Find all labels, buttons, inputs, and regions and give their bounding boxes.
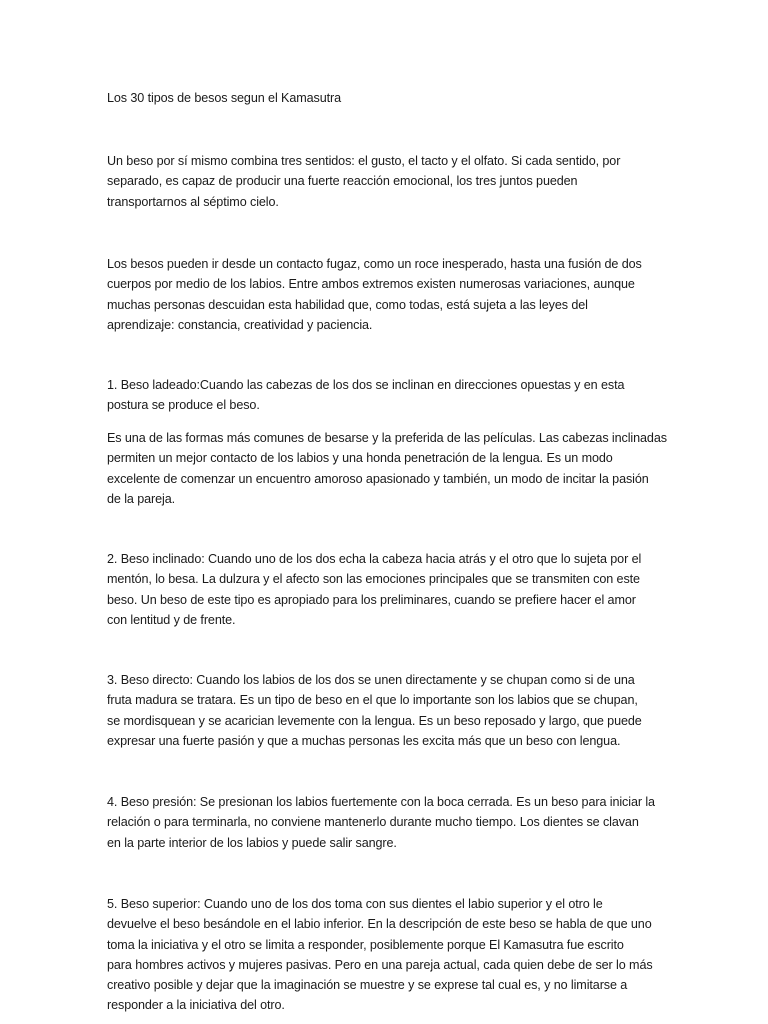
paragraph-beso-presion: 4. Beso presión: Se presionan los labios fuertemente con la boca cerrada. Es un beso para iniciar la relación o para terminarla, no conviene mantenerlo durante mucho tiempo. Los dientes se clavan en la parte interior de los labios y puede salir sangre. <box>107 795 655 850</box>
paragraph-beso-inclinado: 2. Beso inclinado: Cuando uno de los dos echa la cabeza hacia atrás y el otro que lo sujeta por el mentón, lo besa. La dulzura y el afecto son las emociones principales que se transmiten con este beso. Un beso de este tipo es apropiado para los preliminares, cuando se prefiere hacer el amor con lentitud y de frente. <box>107 552 642 627</box>
document-title: Los 30 tipos de besos segun el Kamasutra <box>107 91 342 105</box>
paragraph-beso-ladeado: 1. Beso ladeado:Cuando las cabezas de los dos se inclinan en direcciones opuestas y en esta postura se produce el beso. <box>107 378 625 413</box>
paragraph-intro-senses: Un beso por sí mismo combina tres sentidos: el gusto, el tacto y el olfato. Si cada sentido, por separado, es capaz de producir una fuerte reacción emocional, los tres juntos pueden transportarnos al séptimo cielo. <box>107 154 621 209</box>
paragraph-intro-variations: Los besos pueden ir desde un contacto fugaz, como un roce inesperado, hasta una fusión de dos cuerpos por medio de los labios. Entre ambos extremos existen numerosas variaciones, aunque muchas personas descuidan esta habilidad que, como todas, está sujeta a las leyes del aprendizaje: constancia, creatividad y paciencia. <box>107 257 642 332</box>
paragraph-beso-ladeado-detail: Es una de las formas más comunes de besarse y la preferida de las películas. Las cabezas inclinadas permiten un mejor contacto de los labios y una honda penetración de la lengua. Es un modo excelente de comenzar un encuentro amoroso apasionado y también, un modo de incitar la pasión de la pareja. <box>107 431 667 506</box>
paragraph-beso-superior: 5. Beso superior: Cuando uno de los dos toma con sus dientes el labio superior y el otro le devuelve el beso besándole en el labio inferior. En la descripción de este beso se habla de que uno toma la iniciativa y el otro se limita a responder, posiblemente porque El Kamasutra fue escrito para hombres activos y mujeres pasivas. Pero en una pareja actual, cada quien debe de ser lo más creativo posible y dejar que la imaginación se muestre y se exprese tal cual es, y no limitarse a responder a la iniciativa del otro. <box>107 897 653 1013</box>
paragraph-beso-directo: 3. Beso directo: Cuando los labios de los dos se unen directamente y se chupan como si de una fruta madura se tratara. Es un tipo de beso en el que lo importante son los labios que se chupan, se mordisquean y se acarician levemente con la lengua. Es un beso reposado y largo, que puede expresar una fuerte pasión y que a muchas personas les excita más que un beso con lengua. <box>107 673 642 748</box>
